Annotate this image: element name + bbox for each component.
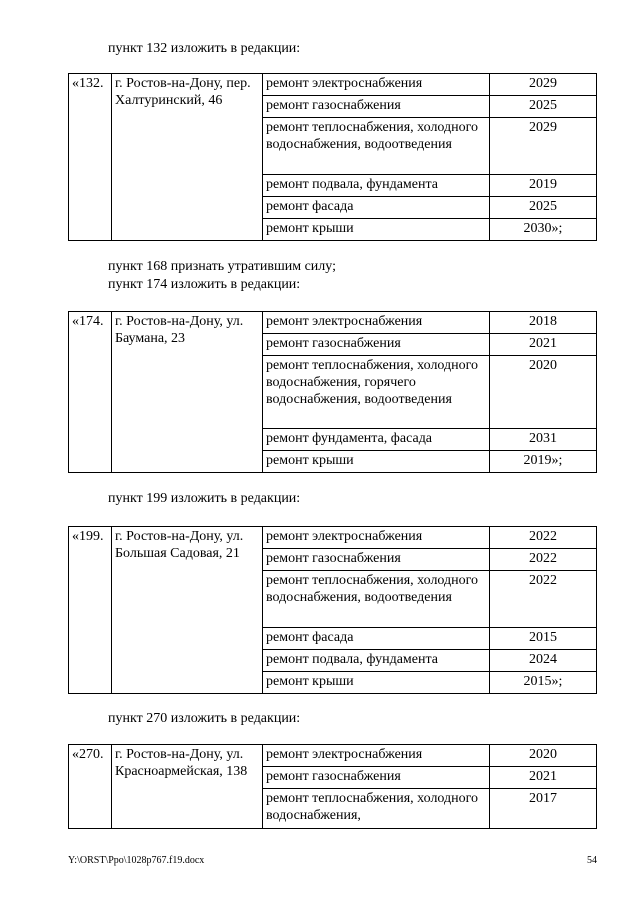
year-cell: 2031 xyxy=(490,429,597,451)
work-cell: ремонт теплоснабжения, холодного водоснабжения, водоотведения xyxy=(263,118,490,175)
page-number: 54 xyxy=(587,855,597,866)
footer-file-path: Y:\ORST\Ppo\1028p767.f19.docx xyxy=(68,855,205,866)
table-item-199 xyxy=(68,526,597,694)
item-address: г. Ростов-на-Дону, ул. Большая Садовая, 21 xyxy=(112,527,263,694)
work-cell: ремонт теплоснабжения, холодного водоснабжения, водоотведения xyxy=(263,571,490,628)
work-cell: ремонт фасада xyxy=(263,628,490,650)
table-row xyxy=(69,74,597,96)
paragraph-132-intro: пункт 132 изложить в редакции: xyxy=(108,41,301,56)
year-cell: 2022 xyxy=(490,549,597,571)
year-cell: 2015 xyxy=(490,628,597,650)
year-cell: 2024 xyxy=(490,650,597,672)
year-cell: 2029 xyxy=(490,74,597,96)
item-address: г. Ростов-на-Дону, пер. Халтуринский, 46 xyxy=(112,74,263,241)
work-cell: ремонт крыши xyxy=(263,451,490,473)
work-cell: ремонт электроснабжения xyxy=(263,74,490,96)
table-item-174 xyxy=(68,311,597,473)
year-cell: 2021 xyxy=(490,767,597,789)
year-cell: 2015»; xyxy=(490,672,597,694)
work-cell: ремонт газоснабжения xyxy=(263,334,490,356)
table-item-270 xyxy=(68,744,597,829)
year-cell: 2021 xyxy=(490,334,597,356)
year-cell: 2022 xyxy=(490,571,597,628)
year-cell: 2029 xyxy=(490,118,597,175)
work-cell: ремонт газоснабжения xyxy=(263,767,490,789)
work-cell: ремонт газоснабжения xyxy=(263,96,490,118)
work-cell: ремонт электроснабжения xyxy=(263,745,490,767)
year-cell: 2020 xyxy=(490,356,597,429)
work-cell: ремонт электроснабжения xyxy=(263,527,490,549)
work-cell: ремонт электроснабжения xyxy=(263,312,490,334)
paragraph-174-intro: пункт 174 изложить в редакции: xyxy=(108,277,301,292)
work-cell: ремонт крыши xyxy=(263,672,490,694)
work-cell: ремонт крыши xyxy=(263,219,490,241)
work-cell: ремонт фасада xyxy=(263,197,490,219)
year-cell: 2017 xyxy=(490,789,597,829)
year-cell: 2018 xyxy=(490,312,597,334)
work-cell: ремонт подвала, фундамента xyxy=(263,175,490,197)
table-row xyxy=(69,527,597,549)
table-item-132 xyxy=(68,73,597,241)
paragraph-168: пункт 168 признать утратившим силу; xyxy=(108,259,336,274)
work-cell: ремонт теплоснабжения, холодного водоснабжения, xyxy=(263,789,490,829)
work-cell: ремонт газоснабжения xyxy=(263,549,490,571)
item-address: г. Ростов-на-Дону, ул. Красноармейская, 138 xyxy=(112,745,263,829)
table-row xyxy=(69,745,597,767)
paragraph-270-intro: пункт 270 изложить в редакции: xyxy=(108,711,301,726)
year-cell: 2030»; xyxy=(490,219,597,241)
year-cell: 2019 xyxy=(490,175,597,197)
work-cell: ремонт теплоснабжения, холодного водоснабжения, горячего водоснабжения, водоотведения xyxy=(263,356,490,429)
work-cell: ремонт фундамента, фасада xyxy=(263,429,490,451)
year-cell: 2019»; xyxy=(490,451,597,473)
year-cell: 2020 xyxy=(490,745,597,767)
work-cell: ремонт подвала, фундамента xyxy=(263,650,490,672)
paragraph-199-intro: пункт 199 изложить в редакции: xyxy=(108,491,301,506)
year-cell: 2025 xyxy=(490,197,597,219)
year-cell: 2025 xyxy=(490,96,597,118)
year-cell: 2022 xyxy=(490,527,597,549)
table-row xyxy=(69,312,597,334)
item-number: «132. xyxy=(69,74,112,241)
item-number: «199. xyxy=(69,527,112,694)
item-number: «270. xyxy=(69,745,112,829)
item-number: «174. xyxy=(69,312,112,473)
item-address: г. Ростов-на-Дону, ул. Баумана, 23 xyxy=(112,312,263,473)
